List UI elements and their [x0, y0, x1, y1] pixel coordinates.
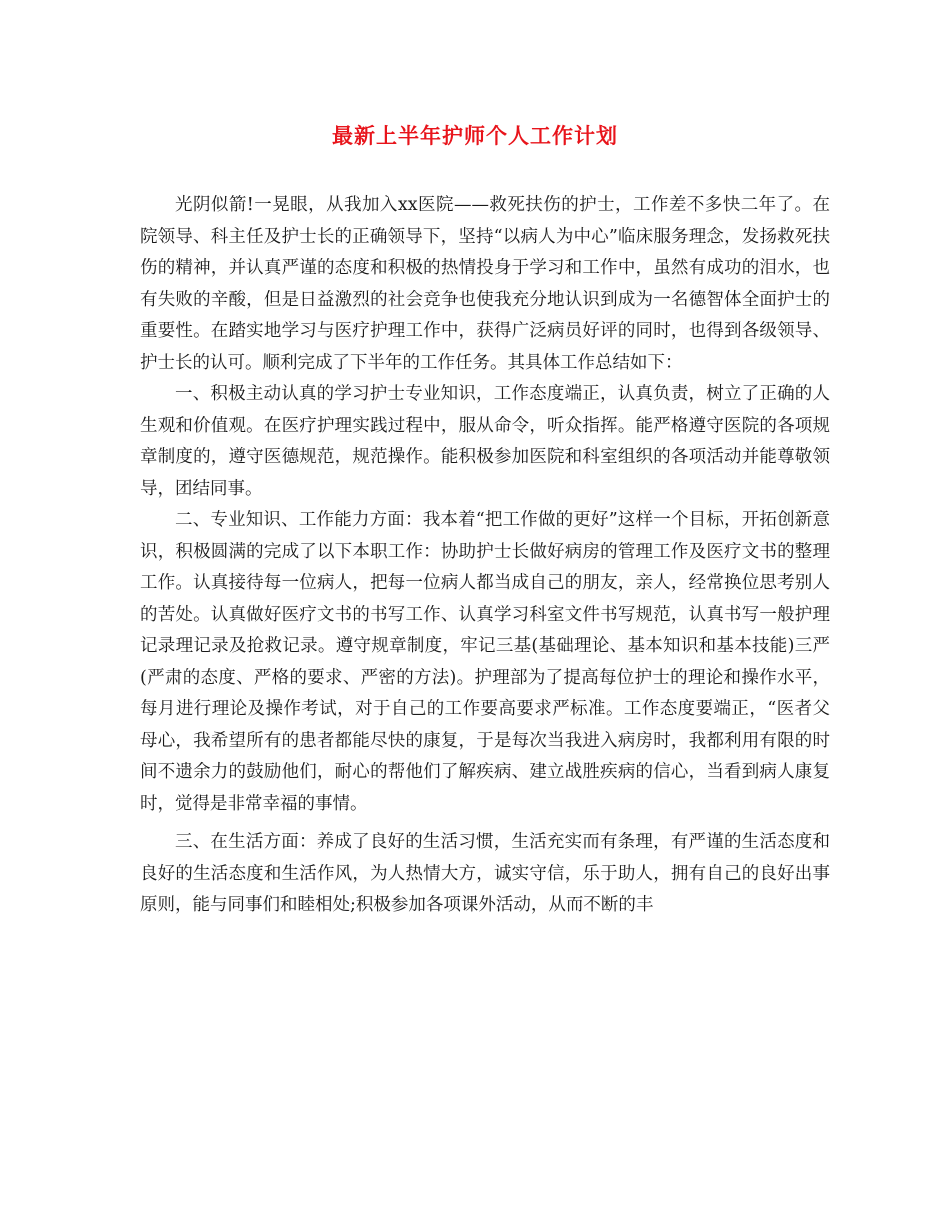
paragraph-section-1: 一、积极主动认真的学习护士专业知识，工作态度端正，认真负责，树立了正确的人生观和价值观。在医疗护理实践过程中，服从命令，听众指挥。能严格遵守医院的各项规章制度的，遵守医德规范，规范操作。能积极参加医院和科室组织的各项活动并能尊敬领导，团结同事。 [140, 384, 830, 499]
paragraph-section-3: 三、在生活方面：养成了良好的生活习惯，生活充实而有条理，有严谨的生活态度和良好的生活态度和生活作风，为人热情大方，诚实守信，乐于助人，拥有自己的良好出事原则，能与同事们和睦相处;积极参加各项课外活动，从而不断的丰 [140, 832, 830, 915]
paragraph-intro: 光阴似箭!一晃眼，从我加入xx医院——救死扶伤的护士，工作差不多快二年了。在院领导、科主任及护士长的正确领导下，坚持“以病人为中心”临床服务理念，发扬救死扶伤的精神，并认真严谨的态度和积极的热情投身于学习和工作中，虽然有成功的泪水，也有失败的辛酸，但是日益激烈的社会竞争也使我充分地认识到成为一名德智体全面护士的重要性。在踏实地学习与医疗护理工作中，获得广泛病员好评的同时，也得到各级领导、护士长的认可。顺利完成了下半年的工作任务。其具体工作总结如下： [140, 195, 830, 373]
document-title: 最新上半年护师个人工作计划 [332, 123, 618, 148]
document-body [140, 190, 830, 922]
paragraph-section-2: 二、专业知识、工作能力方面：我本着“把工作做的更好”这样一个目标，开拓创新意识，积极圆满的完成了以下本职工作：协助护士长做好病房的管理工作及医疗文书的整理工作。认真接待每一位病人，把每一位病人都当成自己的朋友，亲人，经常换位思考别人的苦处。认真做好医疗文书的书写工作、认真学习科室文件书写规范，认真书写一般护理记录理记录及抢救记录。遵守规章制度，牢记三基(基础理论、基本知识和基本技能)三严(严肃的态度、严格的要求、严密的方法)。护理部为了提高每位护士的理论和操作水平，每月进行理论及操作考试，对于自己的工作要高要求严标准。工作态度要端正，“医者父母心，我希望所有的患者都能尽快的康复，于是每次当我进入病房时，我都利用有限的时间不遗余力的鼓励他们，耐心的帮他们了解疾病、建立战胜疾病的信心，当看到病人康复时，觉得是非常幸福的事情。 [140, 510, 830, 814]
